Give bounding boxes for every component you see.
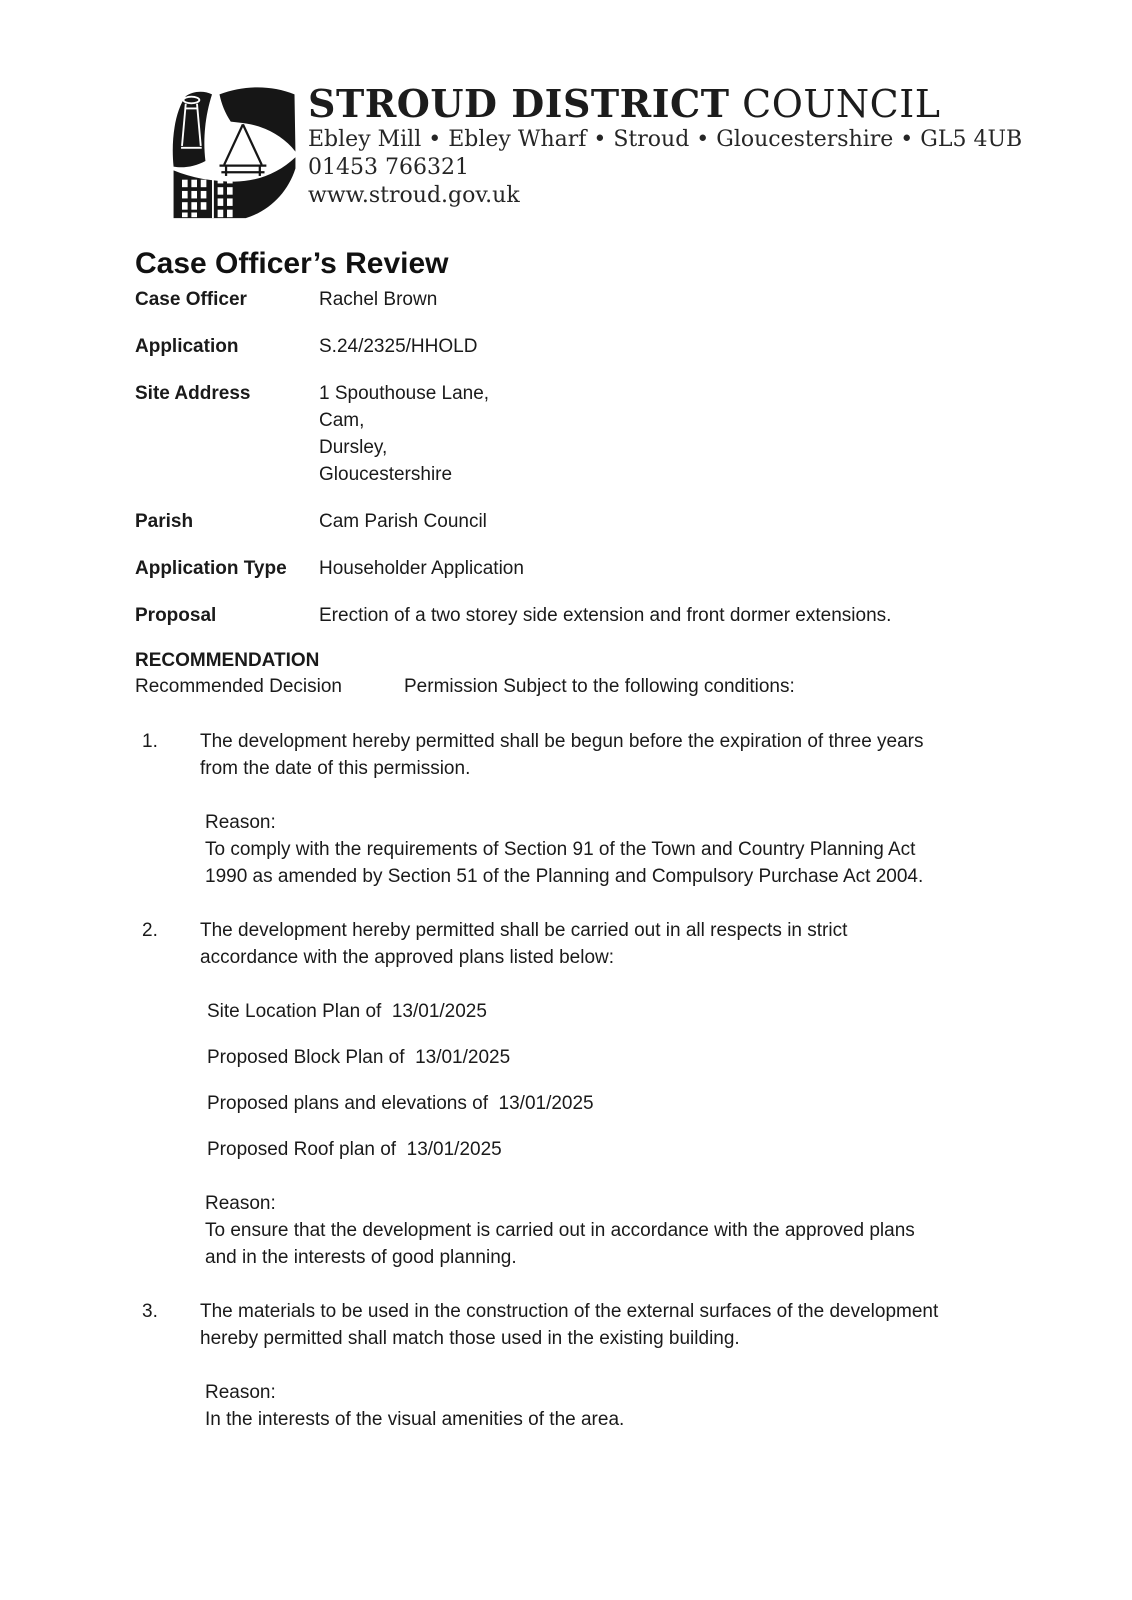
- letterhead-text: [308, 78, 1022, 210]
- approved-plan-line: Proposed Block Plan of 13/01/2025: [207, 1047, 511, 1068]
- address-line: Gloucestershire: [319, 464, 453, 485]
- field-label: Proposal: [135, 605, 217, 626]
- condition-number: 3.: [142, 1301, 158, 1322]
- letterhead: [0, 0, 1132, 225]
- reason-block: [200, 1379, 948, 1433]
- field-row-site-address: [135, 380, 1132, 488]
- field-row-proposal: [135, 602, 1132, 629]
- field-value: Erection of a two storey side extension and front dormer extensions.: [319, 605, 892, 626]
- condition-item-2: [142, 917, 1132, 1298]
- condition-number: 1.: [142, 731, 158, 752]
- field-value: Cam Parish Council: [319, 511, 487, 532]
- reason-text: In the interests of the visual amenities of the area.: [205, 1409, 625, 1430]
- condition-body: [200, 917, 948, 1298]
- condition-text: The development hereby permitted shall be carried out in all respects in strict accordance with the approved plans listed below:: [200, 920, 848, 968]
- condition-text: The development hereby permitted shall be begun before the expiration of three years from the date of this permission.: [200, 731, 924, 779]
- field-value: S.24/2325/HHOLD: [319, 336, 478, 357]
- org-phone: 01453 766321: [308, 155, 469, 180]
- recommended-decision-row: [135, 673, 1132, 700]
- field-label: Application Type: [135, 558, 287, 579]
- reason-text: To ensure that the development is carried out in accordance with the approved plans and in the interests of good planning.: [205, 1220, 915, 1268]
- field-label: Case Officer: [135, 289, 247, 310]
- field-row-application: [135, 333, 1132, 360]
- reason-label: Reason:: [205, 812, 276, 833]
- condition-text: The materials to be used in the construction of the external surfaces of the development hereby permitted shall match those used in the existing building.: [200, 1301, 939, 1349]
- condition-item-1: [142, 728, 1132, 917]
- org-address: Ebley Mill • Ebley Wharf • Stroud • Gloucestershire • GL5 4UB: [308, 127, 1023, 152]
- condition-body: [200, 728, 948, 917]
- condition-number: 2.: [142, 920, 158, 941]
- org-name-bold: STROUD DISTRICT: [308, 81, 730, 126]
- approved-plan-line: Proposed Roof plan of 13/01/2025: [207, 1139, 502, 1160]
- org-name-light: COUNCIL: [742, 82, 941, 126]
- address-line: Dursley,: [319, 437, 388, 458]
- org-website: www.stroud.gov.uk: [308, 183, 520, 208]
- address-line: Cam,: [319, 410, 365, 431]
- address-line: 1 Spouthouse Lane,: [319, 383, 490, 404]
- reason-label: Reason:: [205, 1193, 276, 1214]
- field-value: [319, 380, 489, 488]
- case-fields: [135, 286, 1132, 629]
- condition-item-3: [142, 1298, 1132, 1460]
- recommendation-heading: RECOMMENDATION: [135, 650, 320, 671]
- field-row-parish: [135, 508, 1132, 535]
- field-row-application-type: [135, 555, 1132, 582]
- reason-label: Reason:: [205, 1382, 276, 1403]
- recommended-decision-label: Recommended Decision: [135, 676, 342, 697]
- stroud-council-logo-icon: [152, 80, 302, 225]
- field-value: Rachel Brown: [319, 289, 438, 310]
- field-label: Parish: [135, 511, 194, 532]
- page-title: Case Officer’s Review: [135, 247, 449, 280]
- condition-body: [200, 1298, 948, 1460]
- conditions-list: [142, 728, 1132, 1460]
- field-value: Householder Application: [319, 558, 524, 579]
- reason-text: To comply with the requirements of Section 91 of the Town and Country Planning Act 1990 as amended by Section 51 of the Planning and Compulsory Purchase Act 2004.: [205, 839, 924, 887]
- field-label: Application: [135, 336, 239, 357]
- approved-plan-line: Site Location Plan of 13/01/2025: [207, 1001, 487, 1022]
- field-row-case-officer: [135, 286, 1132, 313]
- field-label: Site Address: [135, 383, 251, 404]
- org-name: [308, 82, 1022, 126]
- reason-block: [200, 1190, 948, 1271]
- recommended-decision-value: Permission Subject to the following conditions:: [404, 676, 795, 697]
- approved-plan-line: Proposed plans and elevations of 13/01/2025: [207, 1093, 594, 1114]
- reason-block: [200, 809, 948, 890]
